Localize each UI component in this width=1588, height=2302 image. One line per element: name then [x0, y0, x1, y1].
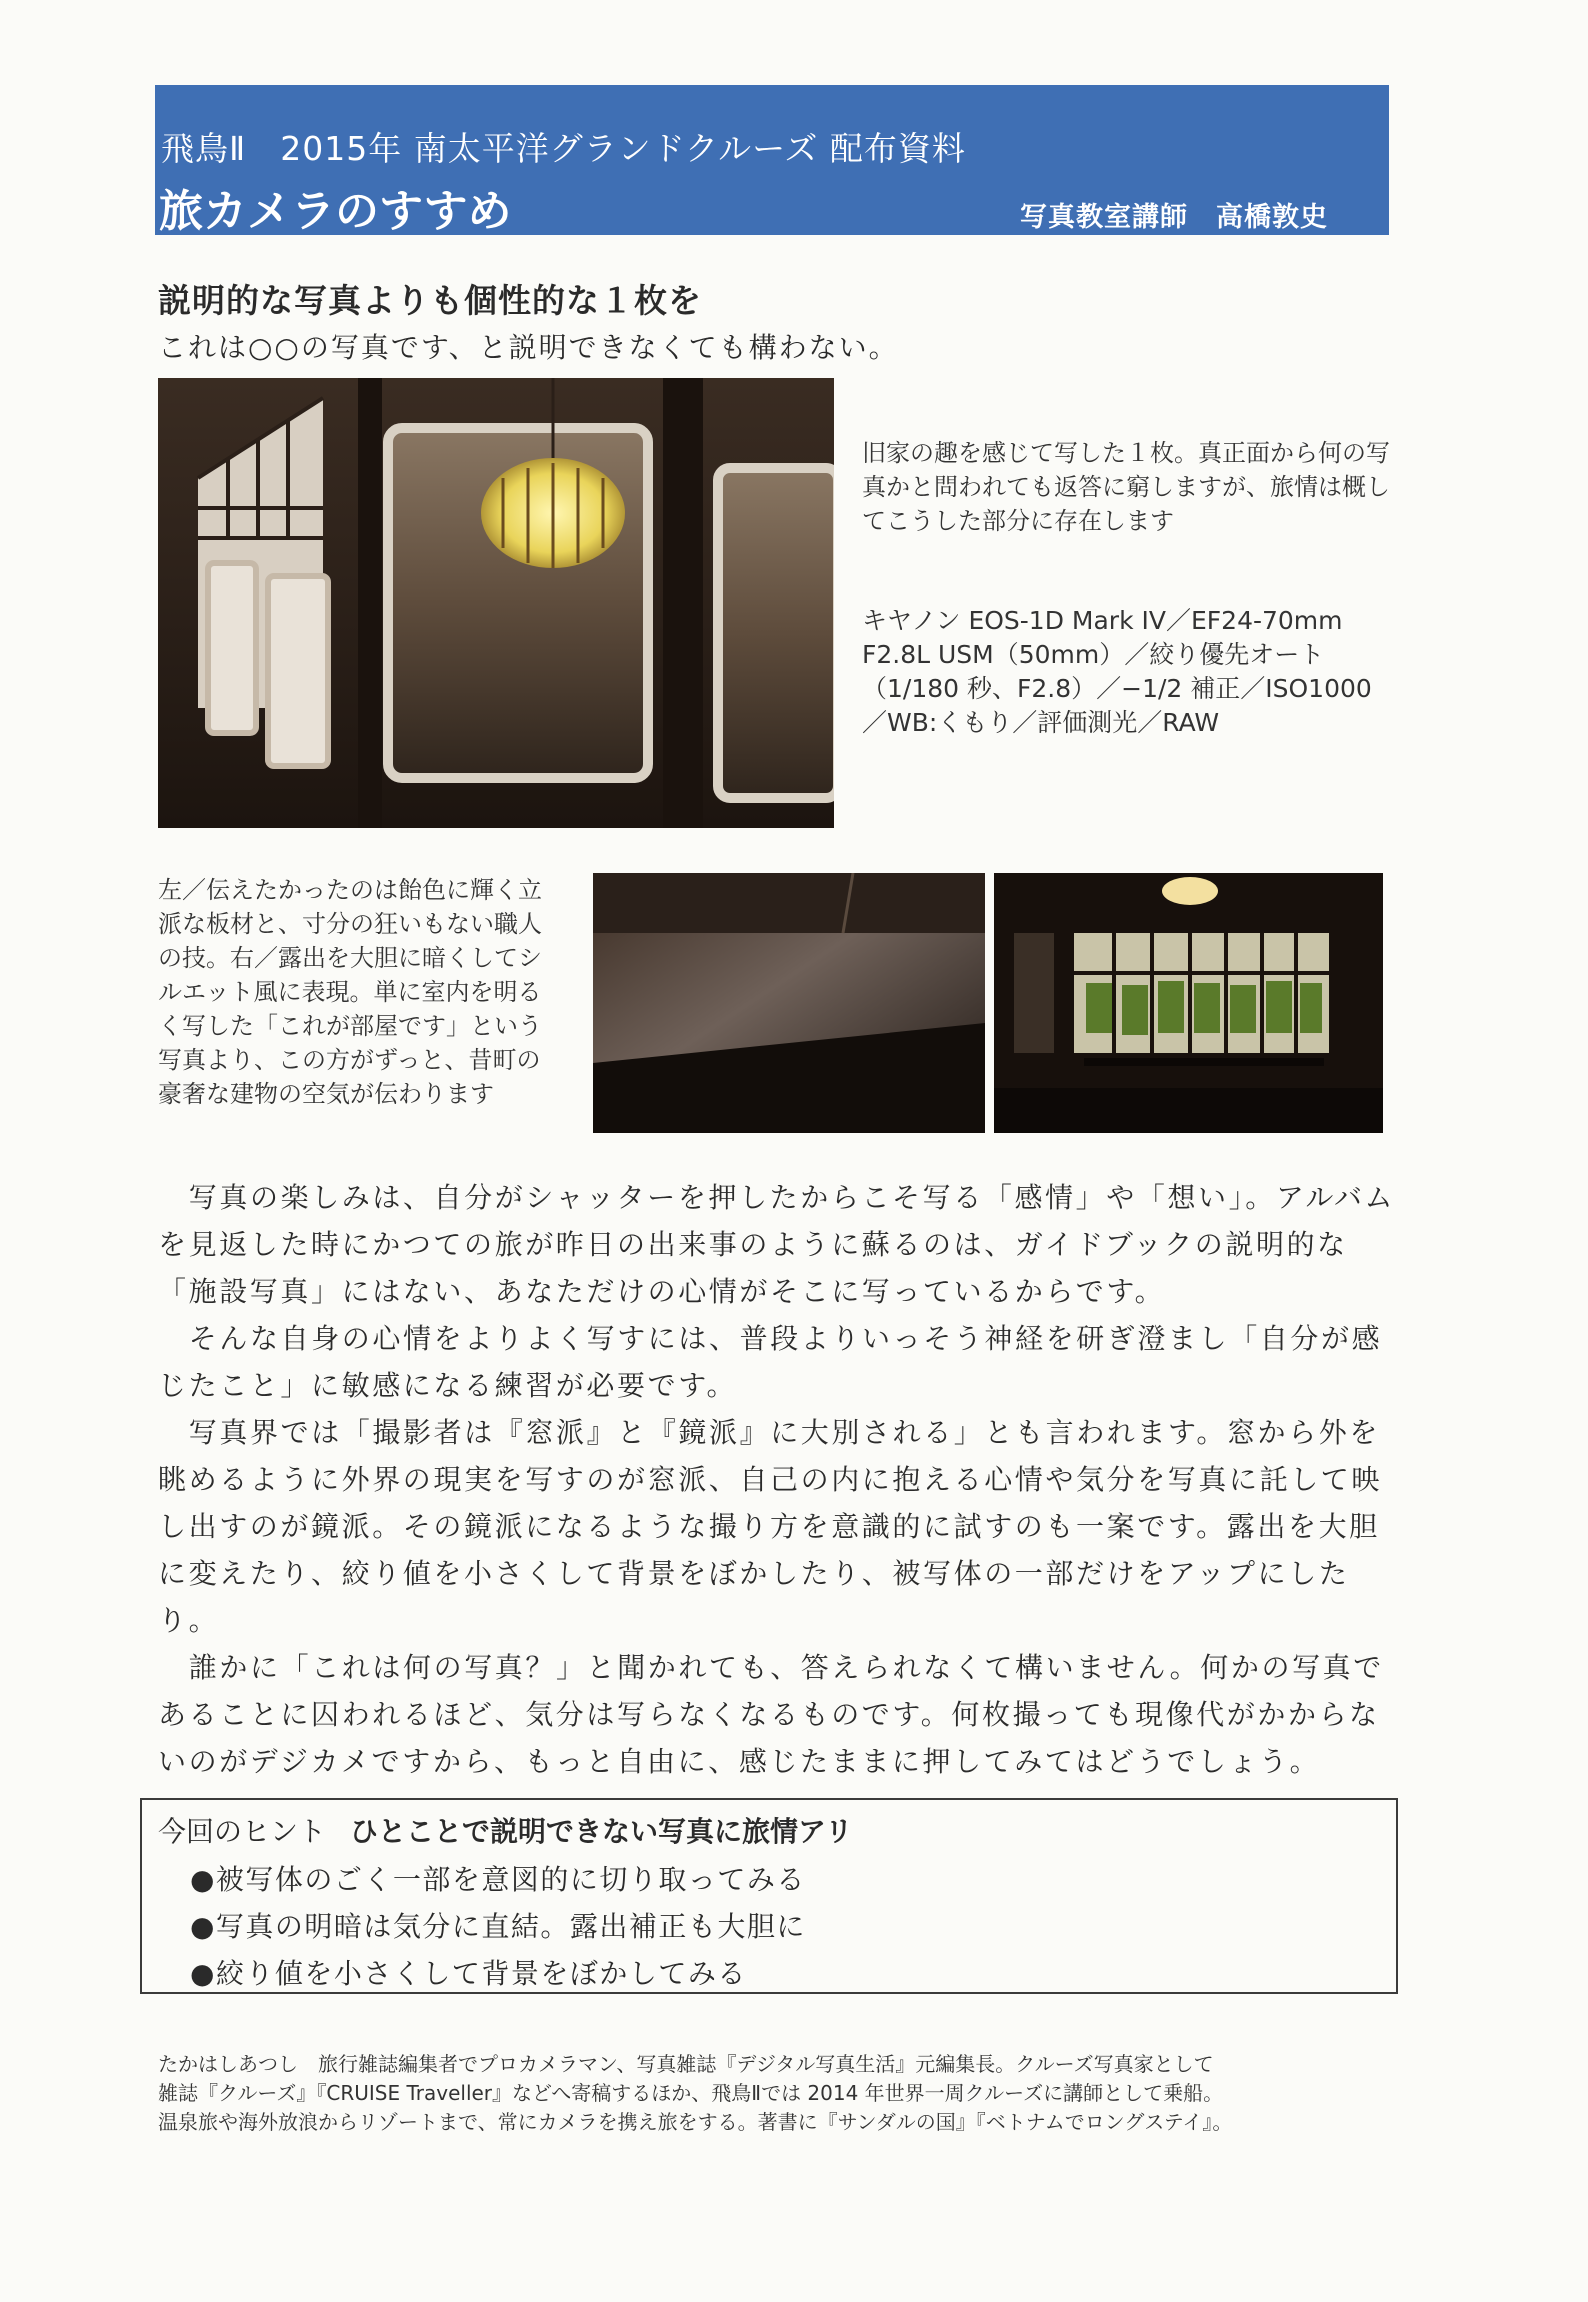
bio-line: 雑誌『クルーズ』『CRUISE Traveller』などへ寄稿するほか、飛鳥Ⅱでは 2014 年世界一周クルーズに講師として乗船。 — [158, 2081, 1224, 2105]
photo1-exif: キヤノン EOS-1D Mark IV／EF24-70mm F2.8L USM（50mm）／絞り優先オート（1/180 秒、F2.8）／−1/2 補正／ISO1000／WB:くもり／評価測光／RAW — [862, 606, 1372, 737]
photo-wood-floor — [593, 873, 985, 1133]
page-title: 旅カメラのすすめ — [159, 186, 512, 237]
photo-lamp-doors — [158, 378, 834, 828]
hint-label: 今回のヒント — [158, 1815, 327, 1848]
body-paragraph: 誰かに「これは何の写真？」と聞かれても、答えられなくて構いません。何かの写真であることに囚われるほど、気分は写らなくなるものです。何枚撮っても現像代がかからないのがデジカメですから、もっと自由に、感じたままに押してみてはどうでしょう。 — [158, 1651, 1384, 1778]
section-heading: 説明的な写真よりも個性的な１枚を — [158, 281, 702, 320]
photo-silhouette-room — [994, 873, 1383, 1133]
photo1-caption: 旧家の趣を感じて写した１枚。真正面から何の写真かと問われても返答に窮しますが、旅情は概してこうした部分に存在します — [862, 439, 1390, 535]
bio-line: たかはしあつし 旅行雑誌編集者でプロカメラマン、写真雑誌『デジタル写真生活』元編集長。クルーズ写真家として — [158, 2052, 1214, 2076]
hint-list — [190, 1856, 806, 1997]
author-credit: 写真教室講師 高橋敦史 — [1020, 202, 1328, 233]
hint-heading — [158, 1810, 853, 1850]
photo2-caption: 左／伝えたかったのは飴色に輝く立派な板材と、寸分の狂いもない職人の技。右／露出を大胆に暗くしてシルエット風に表現。単に室内を明るく写した「これが部屋です」という写真より、この方がずっと、昔町の豪奢な建物の空気が伝わります — [158, 876, 542, 1108]
hint-item: ●絞り値を小さくして背景をぼかしてみる — [190, 1957, 747, 1990]
bio-line: 温泉旅や海外放浪からリゾートまで、常にカメラを携え旅をする。著書に『サンダルの国』『ベトナムでロングステイ』。 — [158, 2110, 1233, 2134]
header-banner — [155, 85, 1389, 235]
header-subtitle: 飛鳥Ⅱ 2015年 南太平洋グランドクルーズ 配布資料 — [161, 129, 966, 168]
hint-box — [140, 1798, 1398, 1994]
author-bio — [158, 2050, 1398, 2137]
body-paragraph: 写真の楽しみは、自分がシャッターを押したからこそ写る「感情」や「想い」。アルバムを見返した時にかつての旅が昨日の出来事のように蘇るのは、ガイドブックの説明的な「施設写真」にはない、あなただけの心情がそこに写っているからです。 — [158, 1181, 1396, 1308]
body-paragraph: 写真界では「撮影者は『窓派』と『鏡派』に大別される」とも言われます。窓から外を眺めるように外界の現実を写すのが窓派、自己の内に抱える心情や気分を写真に託して映し出すのが鏡派。その鏡派になるような撮り方を意識的に試すのも一案です。露出を大胆に変えたり、絞り値を小さくして背景をぼかしたり、被写体の一部だけをアップにしたり。 — [158, 1416, 1383, 1637]
section-lead: これは○○の写真です、と説明できなくても構わない。 — [158, 331, 899, 364]
body-text — [158, 1174, 1398, 1785]
body-paragraph: そんな自身の心情をよりよく写すには、普段よりいっそう神経を研ぎ澄まし「自分が感じたこと」に敏感になる練習が必要です。 — [158, 1322, 1383, 1402]
hint-item: ●被写体のごく一部を意図的に切り取ってみる — [190, 1863, 806, 1896]
hint-title: ひとことで説明できない写真に旅情アリ — [350, 1815, 853, 1848]
hint-item: ●写真の明暗は気分に直結。露出補正も大胆に — [190, 1910, 806, 1943]
